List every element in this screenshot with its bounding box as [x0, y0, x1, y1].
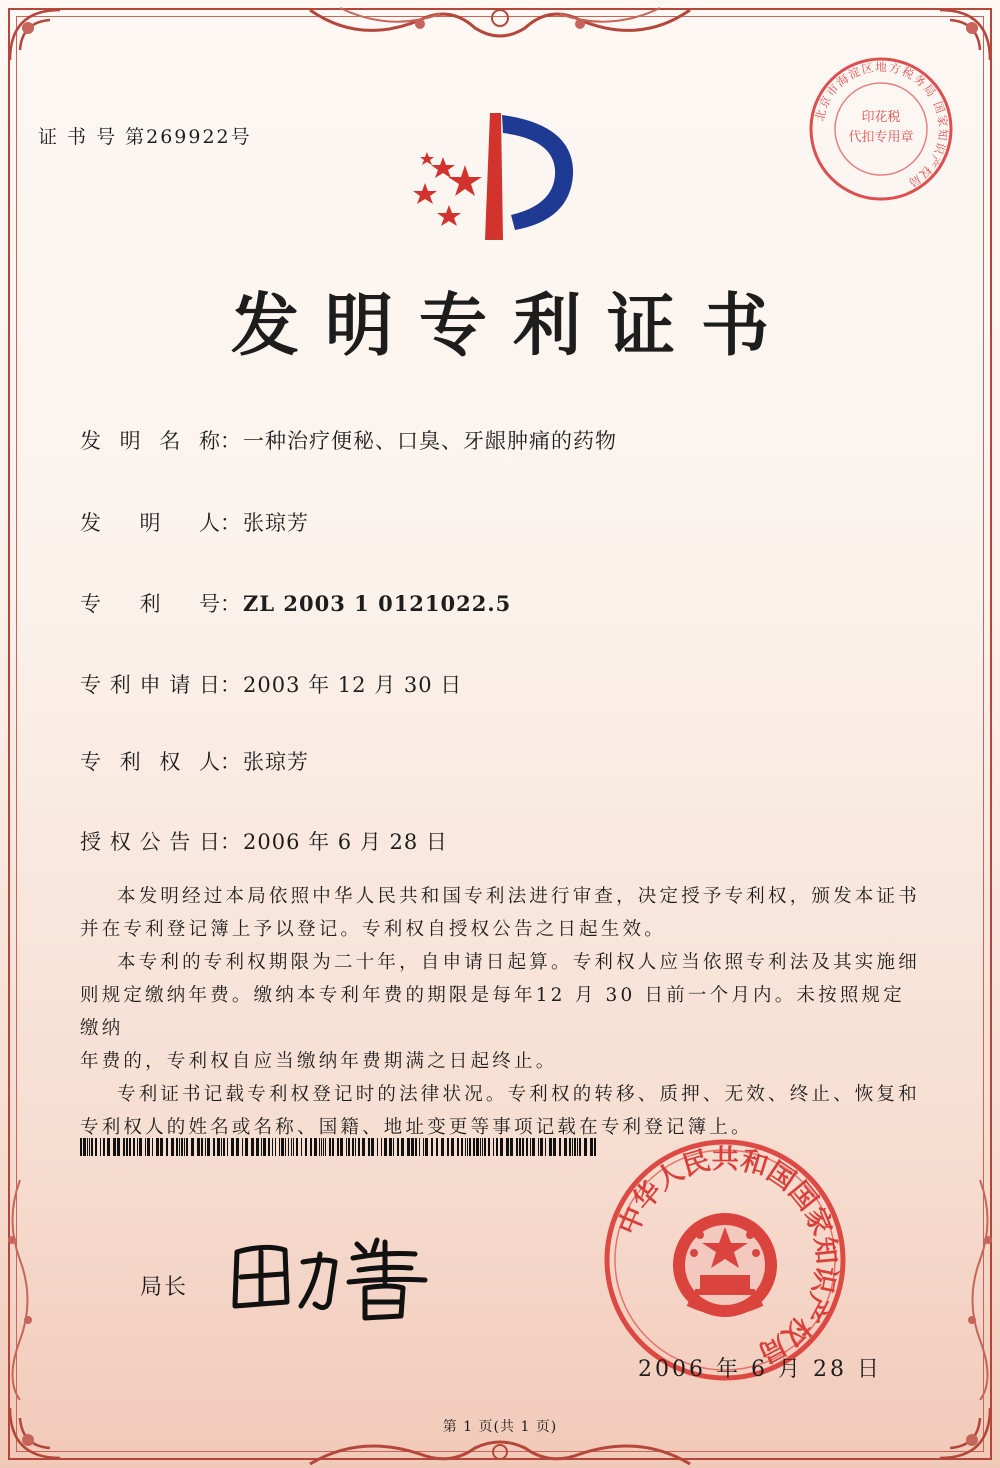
- barcode-bar: [425, 1138, 428, 1156]
- director-signature: [225, 1222, 445, 1322]
- barcode-bar: [389, 1138, 392, 1156]
- star-icon: [420, 152, 434, 165]
- barcode-bar: [314, 1138, 317, 1156]
- barcode-bar: [362, 1138, 365, 1156]
- barcode-bar: [197, 1138, 200, 1156]
- barcode-bar: [553, 1138, 556, 1156]
- barcode-bar: [217, 1138, 220, 1156]
- barcode-bar: [337, 1138, 339, 1156]
- barcode-bar: [145, 1138, 146, 1156]
- barcode-bar: [436, 1138, 438, 1156]
- barcode-bar: [401, 1138, 404, 1156]
- certificate-body: [80, 880, 920, 1144]
- tax-stamp-outer-text: 北京市海淀区地方税务局 国家知识产权局: [812, 59, 951, 191]
- barcode-bar: [371, 1138, 374, 1156]
- barcode-bar: [469, 1138, 471, 1156]
- issue-date: 2006 年 6 月 28 日: [638, 1357, 882, 1382]
- barcode: [80, 1138, 600, 1156]
- barcode-bar: [319, 1138, 320, 1156]
- logo-red-stroke: [485, 113, 503, 240]
- barcode-bar: [488, 1138, 490, 1156]
- certificate-title: 发明专利证书: [230, 286, 795, 366]
- barcode-bar: [207, 1138, 210, 1156]
- barcode-bar: [579, 1138, 581, 1156]
- barcode-bar: [572, 1138, 573, 1156]
- barcode-bar: [467, 1138, 468, 1156]
- paragraph-line: 专利权人的姓名或名称、国籍、地址变更等事项记载在专利登记簿上。: [80, 1117, 753, 1138]
- barcode-bar: [355, 1138, 356, 1156]
- seal-text: 中华人民共和国国家知识产权局: [612, 1143, 842, 1369]
- barcode-bar: [184, 1138, 185, 1156]
- barcode-bar: [329, 1138, 331, 1156]
- barcode-bar: [279, 1138, 280, 1156]
- field-value: 张琼芳: [243, 750, 309, 774]
- top-ornament: [300, 0, 700, 50]
- barcode-bar: [293, 1138, 294, 1156]
- paragraph-line: 本发明经过本局依照中华人民共和国专利法进行审查，决定授予专利权，颁发本证书: [117, 886, 920, 907]
- barcode-bar: [451, 1138, 454, 1156]
- field-value: 2003 年 12 月 30 日: [243, 673, 463, 697]
- paragraph-line: 并在专利登记簿上予以登记。专利权自授权公告之日起生效。: [80, 919, 666, 940]
- barcode-bar: [263, 1138, 266, 1156]
- barcode-bar: [519, 1138, 521, 1156]
- barcode-bar: [95, 1138, 97, 1156]
- barcode-bar: [291, 1138, 292, 1156]
- barcode-bar: [415, 1138, 417, 1156]
- barcode-bar: [117, 1138, 120, 1156]
- paragraph-line: 则规定缴纳年费。缴纳本专利年费的期限是每年12 月 30 日前一个月内。未按照规定缴纳: [80, 985, 905, 1039]
- barcode-bar: [91, 1138, 93, 1156]
- barcode-bar: [139, 1138, 142, 1156]
- barcode-bar: [275, 1138, 276, 1156]
- field-grant-date: 授权公告日 ： 2006 年 6 月 28 日: [80, 826, 448, 856]
- barcode-bar: [87, 1138, 88, 1156]
- barcode-bar: [423, 1138, 424, 1156]
- barcode-bar: [384, 1138, 387, 1156]
- barcode-bar: [482, 1138, 483, 1156]
- paragraph-line: 专利证书记载专利权登记时的法律状况。专利权的转移、质押、无效、终止、恢复和: [117, 1084, 920, 1105]
- barcode-bar: [352, 1138, 354, 1156]
- barcode-bar: [516, 1138, 518, 1156]
- barcode-bar: [261, 1138, 262, 1156]
- barcode-bar: [223, 1138, 225, 1156]
- barcode-bar: [310, 1138, 312, 1156]
- barcode-bar: [100, 1138, 101, 1156]
- field-application-date: 专利申请日 ： 2003 年 12 月 30 日: [80, 669, 462, 699]
- barcode-bar: [346, 1138, 347, 1156]
- barcode-bar: [594, 1138, 596, 1156]
- barcode-bar: [213, 1138, 215, 1156]
- field-label: 专利申请日: [80, 673, 220, 697]
- barcode-bar: [332, 1138, 334, 1156]
- barcode-bar: [186, 1138, 188, 1156]
- barcode-bar: [171, 1138, 174, 1156]
- barcode-bar: [272, 1138, 273, 1156]
- barcode-bar: [564, 1138, 567, 1156]
- barcode-bar: [166, 1138, 168, 1156]
- barcode-bar: [381, 1138, 382, 1156]
- director-label: 局长: [140, 1275, 189, 1300]
- barcode-bar: [156, 1138, 159, 1156]
- national-ipo-seal: [600, 1135, 850, 1385]
- barcode-bar: [496, 1138, 498, 1156]
- barcode-bar: [227, 1138, 228, 1156]
- barcode-bar: [83, 1138, 86, 1156]
- barcode-bar: [160, 1138, 163, 1156]
- barcode-bar: [296, 1138, 298, 1156]
- barcode-bar: [574, 1138, 576, 1156]
- logo-blue-curve: [502, 115, 573, 230]
- page-number: 第 1 页(共 1 页): [442, 1419, 558, 1435]
- field-label: 专利权人: [80, 750, 220, 774]
- barcode-bar: [510, 1138, 513, 1156]
- barcode-bar: [133, 1138, 135, 1156]
- barcode-bar: [493, 1138, 494, 1156]
- field-label: 授权公告日: [80, 830, 220, 854]
- certificate-number: 证 书 号 第269922号: [38, 126, 252, 148]
- barcode-bar: [506, 1138, 509, 1156]
- paragraph-line: 年费的，专利权自应当缴纳年费期满之日起终止。: [80, 1051, 558, 1072]
- barcode-bar: [530, 1138, 531, 1156]
- barcode-bar: [288, 1138, 289, 1156]
- field-value: 2006 年 6 月 28 日: [243, 830, 448, 854]
- tax-stamp-line-1: 印花税: [861, 110, 901, 125]
- barcode-bar: [447, 1138, 449, 1156]
- barcode-bar: [407, 1138, 410, 1156]
- barcode-bar: [245, 1138, 248, 1156]
- tax-stamp: [806, 54, 956, 204]
- barcode-bar: [540, 1138, 543, 1156]
- barcode-bar: [577, 1138, 578, 1156]
- barcode-bar: [348, 1138, 350, 1156]
- barcode-bar: [590, 1138, 593, 1156]
- barcode-bar: [358, 1138, 360, 1156]
- patent-office-logo: [405, 105, 585, 245]
- barcode-bar: [191, 1138, 194, 1156]
- barcode-bar: [285, 1138, 286, 1156]
- field-label: 发明人: [80, 511, 220, 535]
- barcode-bar: [419, 1138, 420, 1156]
- star-icon: [437, 205, 461, 226]
- barcode-bar: [256, 1138, 259, 1156]
- barcode-bar: [113, 1138, 116, 1156]
- barcode-bar: [559, 1138, 561, 1156]
- barcode-bar: [476, 1138, 479, 1156]
- field-value: 一种治疗便秘、口臭、牙龈肿痛的药物: [243, 429, 617, 453]
- barcode-bar: [268, 1138, 270, 1156]
- barcode-bar: [461, 1138, 463, 1156]
- barcode-bar: [242, 1138, 243, 1156]
- barcode-bar: [176, 1138, 178, 1156]
- barcode-bar: [569, 1138, 571, 1156]
- barcode-bar: [137, 1138, 138, 1156]
- field-label: 专利号: [80, 592, 220, 616]
- corner-ornament-top-left: [0, 0, 70, 70]
- field-invention-name: 发明名称 ： 一种治疗便秘、口臭、牙龈肿痛的药物: [80, 425, 617, 455]
- barcode-bar: [107, 1138, 110, 1156]
- barcode-bar: [397, 1138, 399, 1156]
- field-patentee: 专利权人 ： 张琼芳: [80, 746, 309, 776]
- barcode-bar: [251, 1138, 254, 1156]
- paragraph-line: 本专利的专利权期限为二十年，自申请日起算。专利权人应当依照专利法及其实施细: [117, 952, 920, 973]
- barcode-bar: [480, 1138, 481, 1156]
- barcode-bar: [323, 1138, 324, 1156]
- right-vine-ornament: [960, 1180, 1000, 1400]
- barcode-bar: [484, 1138, 486, 1156]
- barcode-bar: [465, 1138, 466, 1156]
- barcode-bar: [301, 1138, 302, 1156]
- barcode-bar: [473, 1138, 475, 1156]
- barcode-bar: [393, 1138, 394, 1156]
- barcode-bar: [147, 1138, 150, 1156]
- barcode-bar: [584, 1138, 587, 1156]
- field-inventor: 发明人 ： 张琼芳: [80, 507, 309, 537]
- barcode-bar: [368, 1138, 370, 1156]
- left-vine-ornament: [0, 1180, 40, 1400]
- barcode-bar: [103, 1138, 105, 1156]
- barcode-bar: [431, 1138, 433, 1156]
- barcode-bar: [305, 1138, 307, 1156]
- barcode-bar: [522, 1138, 524, 1156]
- field-value: ZL 2003 1 0121022.5: [243, 591, 512, 616]
- barcode-bar: [377, 1138, 378, 1156]
- barcode-bar: [205, 1138, 206, 1156]
- emblem-gate-icon: [700, 1275, 750, 1289]
- star-icon: [431, 157, 455, 178]
- barcode-bar: [441, 1138, 444, 1156]
- barcode-bar: [325, 1138, 326, 1156]
- barcode-bar: [545, 1138, 546, 1156]
- barcode-bar: [457, 1138, 459, 1156]
- barcode-bar: [500, 1138, 503, 1156]
- barcode-bar: [89, 1138, 90, 1156]
- barcode-bar: [538, 1138, 539, 1156]
- barcode-bar: [281, 1138, 284, 1156]
- barcode-bar: [526, 1138, 528, 1156]
- barcode-bar: [129, 1138, 131, 1156]
- barcode-bar: [236, 1138, 239, 1156]
- barcode-bar: [80, 1138, 82, 1156]
- barcode-bar: [411, 1138, 414, 1156]
- barcode-bar: [201, 1138, 203, 1156]
- star-icon: [413, 183, 437, 204]
- barcode-bar: [340, 1138, 343, 1156]
- barcode-bar: [532, 1138, 535, 1156]
- barcode-bar: [231, 1138, 234, 1156]
- barcode-bar: [123, 1138, 125, 1156]
- barcode-bar: [221, 1138, 222, 1156]
- field-value: 张琼芳: [243, 511, 309, 535]
- field-label: 发明名称: [80, 429, 220, 453]
- barcode-bar: [126, 1138, 128, 1156]
- barcode-bar: [181, 1138, 183, 1156]
- star-icon: [448, 165, 482, 196]
- barcode-bar: [179, 1138, 180, 1156]
- tax-stamp-line-2: 代扣专用章: [848, 130, 914, 145]
- barcode-bar: [321, 1138, 322, 1156]
- field-patent-number: 专利号 ： ZL 2003 1 0121022.5: [80, 588, 511, 618]
- barcode-bar: [549, 1138, 552, 1156]
- barcode-bar: [152, 1138, 153, 1156]
